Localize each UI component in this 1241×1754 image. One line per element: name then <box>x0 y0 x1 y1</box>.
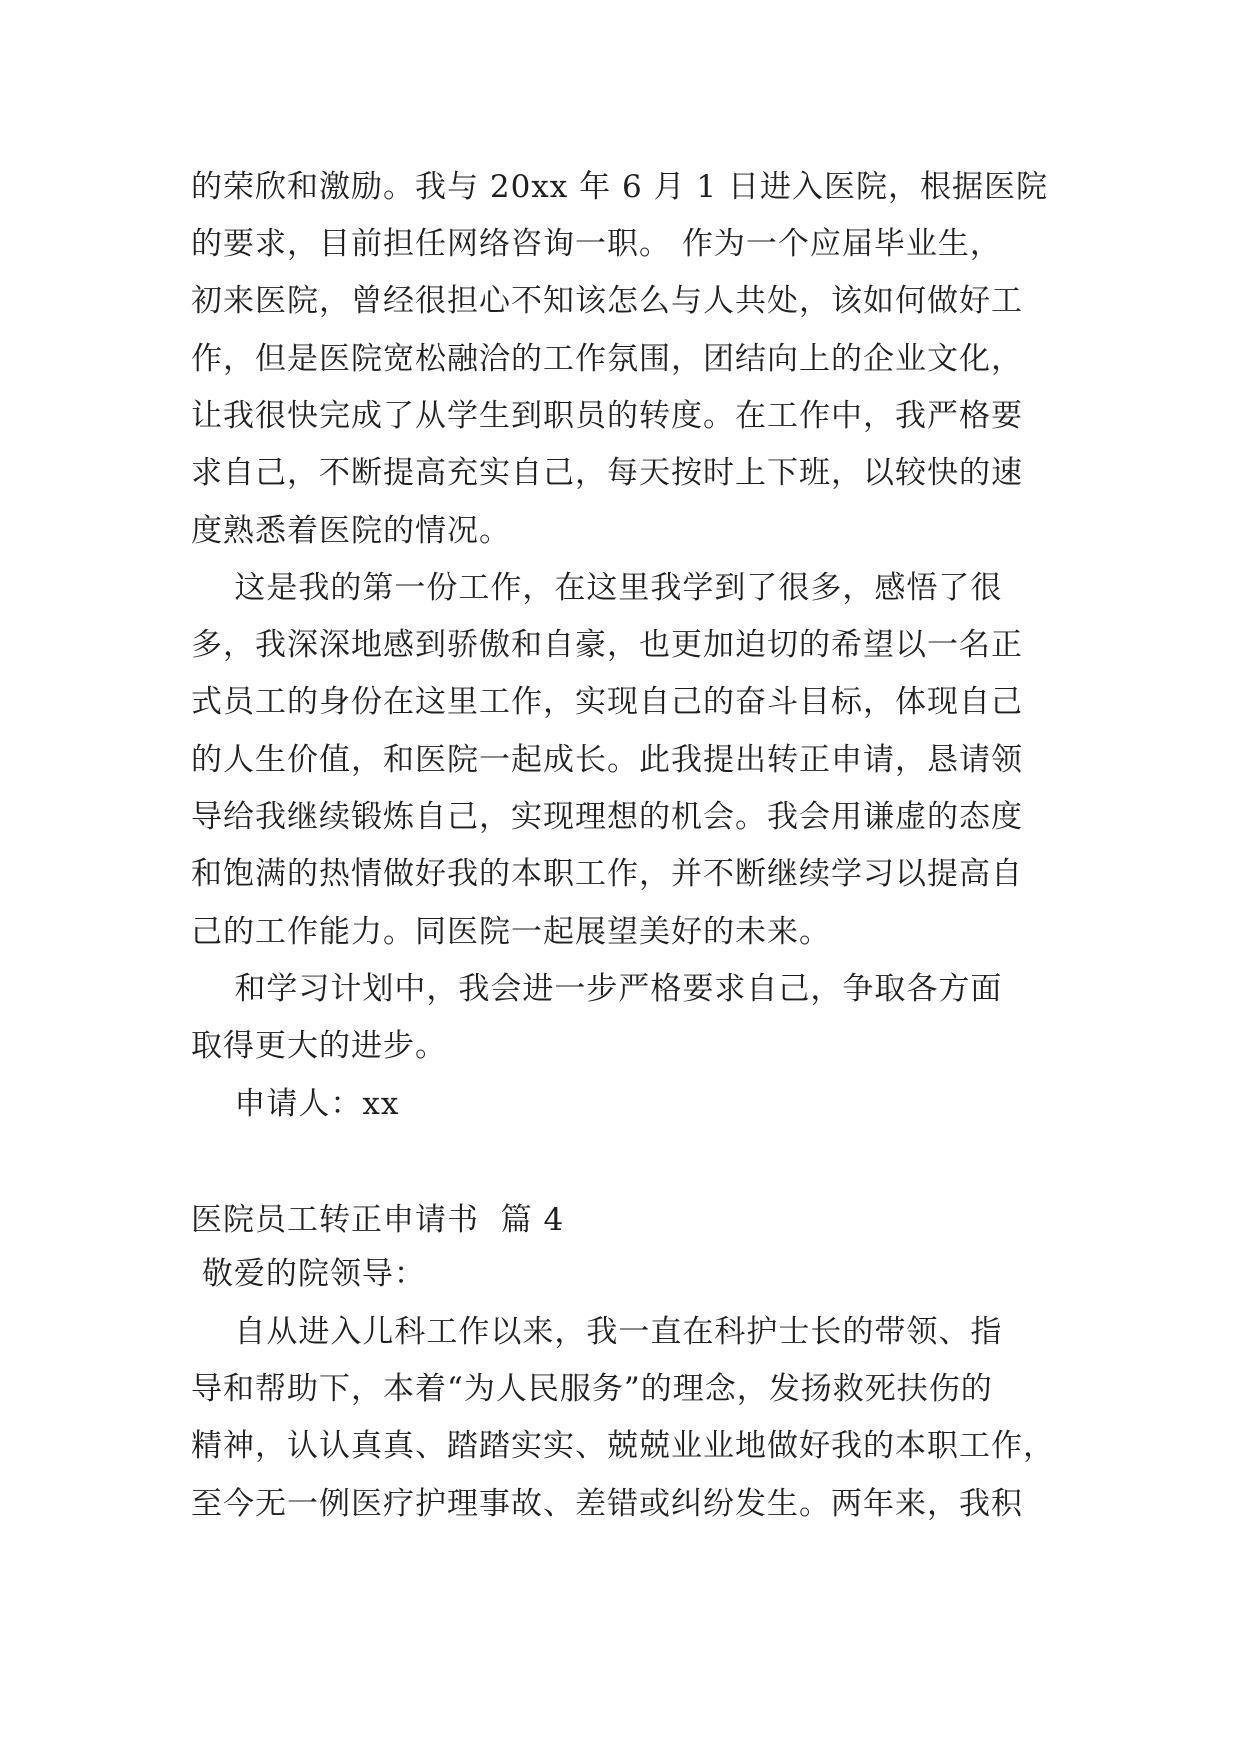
text-line: 和饱满的热情做好我的本职工作，并不断继续学习以提高自 <box>191 856 1023 892</box>
text-line: 作，但是医院宽松融洽的工作氛围，团结向上的企业文化， <box>191 341 1023 377</box>
text-line: 度熟悉着医院的情况。 <box>191 513 511 549</box>
text-line: 多，我深深地感到骄傲和自豪，也更加迫切的希望以一名正 <box>191 627 1023 663</box>
text-line: 精神，认认真真、踏踏实实、兢兢业业地做好我的本职工作， <box>191 1428 1055 1464</box>
paragraph-start-line: 和学习计划中，我会进一步严格要求自己，争取各方面 <box>191 971 1003 1007</box>
text-line: 求自己，不断提高充实自己，每天按时上下班，以较快的速 <box>191 455 1023 491</box>
section-heading: 医院员工转正申请书 篇 4 <box>191 1202 565 1238</box>
applicant-signature-line: 申请人：xx <box>191 1086 400 1122</box>
text-line: 的人生价值，和医院一起成长。此我提出转正申请，恳请领 <box>191 742 1023 778</box>
text-line: 式员工的身份在这里工作，实现自己的奋斗目标，体现自己 <box>191 684 1023 720</box>
text-line: 己的工作能力。同医院一起展望美好的未来。 <box>191 914 831 950</box>
paragraph-start-line: 自从进入儿科工作以来，我一直在科护士长的带领、指 <box>191 1314 1003 1350</box>
text-line: 初来医院，曾经很担心不知该怎么与人共处，该如何做好工 <box>191 283 1023 319</box>
salutation: 敬爱的院领导： <box>191 1256 426 1292</box>
paragraph-start-line: 这是我的第一份工作，在这里我学到了很多，感悟了很 <box>191 570 1003 606</box>
text-line: 的要求，目前担任网络咨询一职。 作为一个应届毕业生， <box>191 226 1002 262</box>
text-line: 至今无一例医疗护理事故、差错或纠纷发生。两年来，我积 <box>191 1486 1023 1522</box>
text-line: 导给我继续锻炼自己，实现理想的机会。我会用谦虚的态度 <box>191 799 1023 835</box>
text-line: 让我很快完成了从学生到职员的转度。在工作中，我严格要 <box>191 398 1023 434</box>
text-line: 的荣欣和激励。我与 20xx 年 6 月 1 日进入医院，根据医院 <box>191 169 1048 205</box>
text-line: 取得更大的进步。 <box>191 1028 447 1064</box>
text-line: 导和帮助下，本着“为人民服务”的理念，发扬救死扶伤的 <box>191 1371 993 1407</box>
